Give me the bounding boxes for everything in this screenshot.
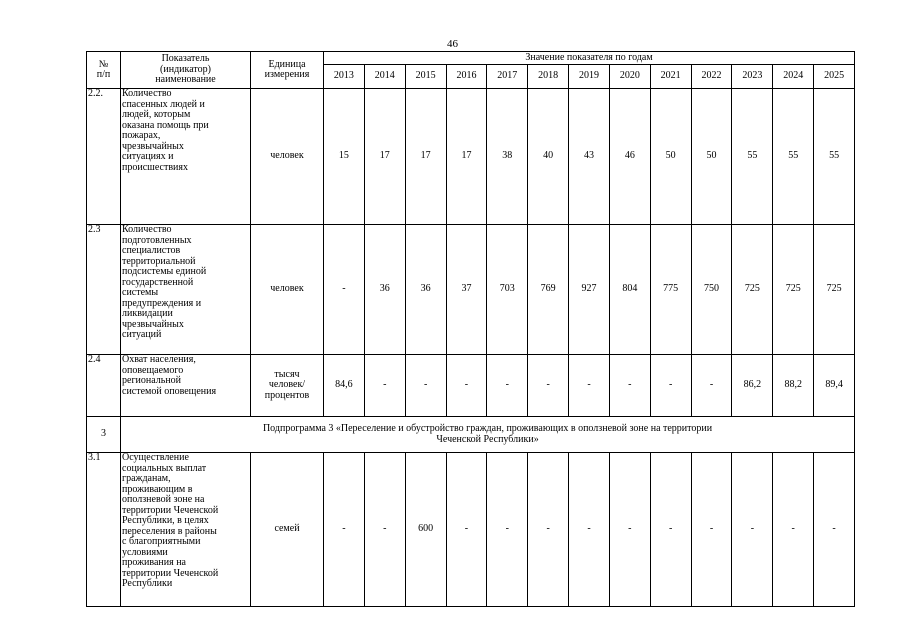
row-value-cell: 37 [446,225,487,355]
header-year-cell: 2024 [773,65,814,89]
row-value-cell: 17 [446,89,487,225]
row-value-cell: - [650,355,691,417]
row-value-cell: 36 [405,225,446,355]
header-year-cell: 2014 [364,65,405,89]
table-row [87,89,855,225]
row-indicator-name: Количество спасенных людей и людей, которым оказана помощь при пожарах, чрезвычайных ситуациях и происшествиях [121,89,251,225]
row-value-cell: - [446,355,487,417]
subprogram-row [87,417,855,453]
table-row [87,225,855,355]
row-unit: человек [251,225,324,355]
header-year-cell: 2025 [814,65,855,89]
header-year-cell: 2015 [405,65,446,89]
row-value-cell: - [487,355,528,417]
header-unit-text: Единица измерения [264,58,310,80]
subprogram-number: 3 [87,417,121,453]
row-value-cell: 725 [732,225,773,355]
row-value-cell: 703 [487,225,528,355]
row-value-cell: 15 [324,89,365,225]
row-value-cell: 50 [650,89,691,225]
row-unit: тысяч человек/ процентов [251,355,324,417]
row-value-cell: - [446,453,487,607]
row-value-cell: 55 [814,89,855,225]
row-value-cell: - [364,355,405,417]
row-value-cell: 88,2 [773,355,814,417]
header-year-cell: 2023 [732,65,773,89]
header-year-cell: 2018 [528,65,569,89]
row-value-cell: 86,2 [732,355,773,417]
row-value-cell: - [324,225,365,355]
header-year-cell: 2021 [650,65,691,89]
header-indicator [121,52,251,89]
header-year-cell: 2022 [691,65,732,89]
row-value-cell: 89,4 [814,355,855,417]
row-value-cell: 40 [528,89,569,225]
row-unit: человек [251,89,324,225]
row-unit: семей [251,453,324,607]
row-number: 3.1 [87,453,121,607]
header-indicator-text: Показатель (индикатор) наименование [155,53,216,86]
row-number: 2.2. [87,89,121,225]
row-value-cell: 46 [609,89,650,225]
indicator-table-body [87,52,855,607]
row-value-cell: 50 [691,89,732,225]
page-number: 46 [447,38,458,50]
header-year-cell: 2013 [324,65,365,89]
header-num [87,52,121,89]
row-value-cell: - [609,355,650,417]
row-value-cell: - [569,355,610,417]
indicator-table [86,51,855,607]
row-value-cell: - [814,453,855,607]
row-number: 2.4 [87,355,121,417]
row-value-cell: - [405,355,446,417]
row-value-cell: 750 [691,225,732,355]
row-value-cell: 84,6 [324,355,365,417]
header-year-cell: 2020 [609,65,650,89]
row-value-cell: 725 [814,225,855,355]
subprogram-title: Подпрограмма 3 «Переселение и обустройство граждан, проживающих в оползневой зоне на территории Чеченской Республики» [121,417,855,453]
row-value-cell: 775 [650,225,691,355]
row-value-cell: 804 [609,225,650,355]
row-indicator-name: Охват населения, оповещаемого региональной системой оповещения [121,355,251,417]
row-value-cell: - [773,453,814,607]
header-year-cell: 2019 [569,65,610,89]
row-value-cell: - [609,453,650,607]
header-year-cell: 2017 [487,65,528,89]
row-value-cell: 17 [405,89,446,225]
header-row-1 [87,52,855,65]
table-row [87,453,855,607]
row-indicator-name: Осуществление социальных выплат гражданам, проживающим в оползневой зоне на территории Чеченской Республики, в целях переселения в районы с благоприятными условиями проживания на территории Чеченской Республики [121,453,251,607]
row-value-cell: 725 [773,225,814,355]
header-year-cell: 2016 [446,65,487,89]
row-value-cell: - [528,355,569,417]
header-num-text: № п/п [96,58,111,80]
table-row [87,355,855,417]
row-value-cell: 43 [569,89,610,225]
row-value-cell: 38 [487,89,528,225]
row-value-cell: 600 [405,453,446,607]
row-value-cell: 36 [364,225,405,355]
row-value-cell: - [528,453,569,607]
row-value-cell: - [650,453,691,607]
row-value-cell: 17 [364,89,405,225]
row-indicator-name: Количество подготовленных специалистов территориальной подсистемы единой государственной системы предупреждения и ликвидации чрезвычайных ситуаций [121,225,251,355]
row-value-cell: - [364,453,405,607]
row-value-cell: - [487,453,528,607]
row-value-cell: - [691,453,732,607]
row-value-cell: 55 [773,89,814,225]
row-value-cell: - [324,453,365,607]
row-value-cell: 55 [732,89,773,225]
row-value-cell: - [691,355,732,417]
row-number: 2.3 [87,225,121,355]
header-values-title: Значение показателя по годам [324,52,855,65]
row-value-cell: 769 [528,225,569,355]
row-value-cell: - [569,453,610,607]
header-unit [251,52,324,89]
row-value-cell: 927 [569,225,610,355]
row-value-cell: - [732,453,773,607]
